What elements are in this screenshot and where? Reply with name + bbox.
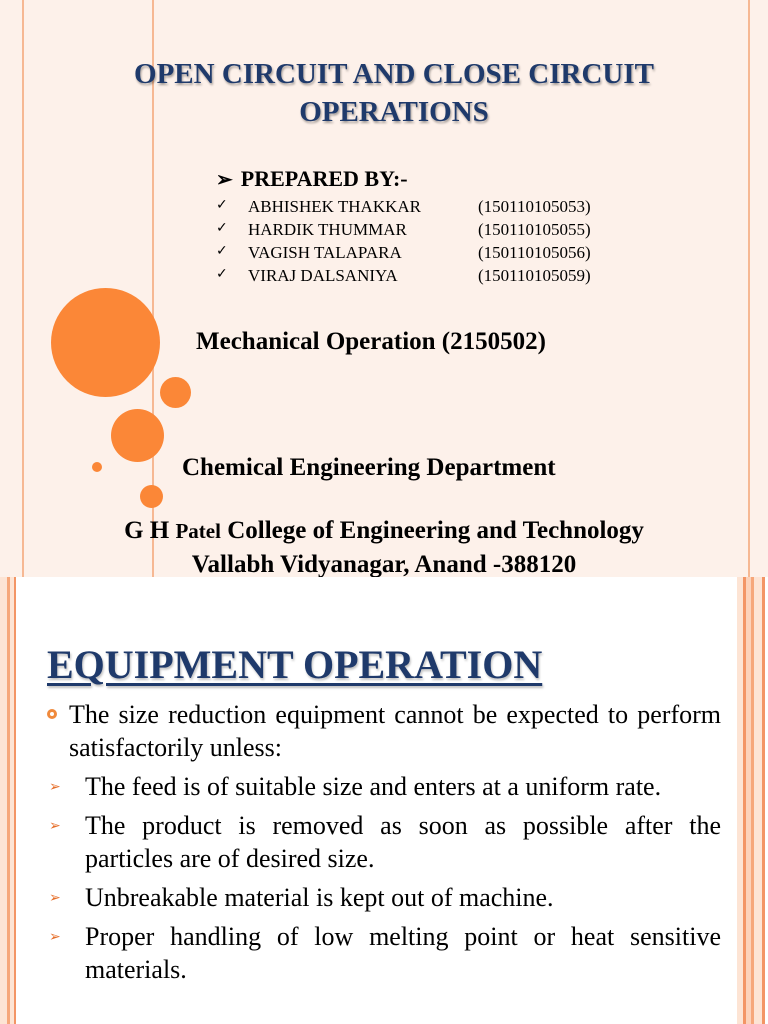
arrow-bullet-icon: ➢ bbox=[49, 890, 61, 906]
content-slide bbox=[0, 577, 768, 1024]
college-prefix-patel: Patel bbox=[175, 519, 221, 543]
member-name: ABHISHEK THAKKAR bbox=[248, 197, 421, 216]
decorative-stripe bbox=[754, 577, 762, 1024]
decorative-circle-small bbox=[160, 377, 191, 408]
college-prefix: G H bbox=[124, 517, 176, 544]
decorative-stripe bbox=[762, 577, 765, 1024]
decorative-stripe bbox=[14, 577, 16, 1024]
arrow-bullet-icon: ➢ bbox=[49, 818, 61, 834]
decorative-dot bbox=[92, 462, 102, 472]
member-id: (150110105055) bbox=[478, 220, 591, 239]
arrow-bullet-icon: ➢ bbox=[49, 929, 61, 945]
list-item bbox=[47, 920, 721, 986]
checkmark-icon: ✓ bbox=[216, 197, 228, 213]
college-name-rest: College of Engineering and Technology bbox=[220, 517, 644, 544]
checkmark-icon: ✓ bbox=[216, 220, 228, 236]
member-id: (150110105059) bbox=[478, 266, 591, 285]
slide-heading: EQUIPMENT OPERATION bbox=[47, 642, 543, 687]
department-name: Chemical Engineering Department bbox=[182, 454, 556, 481]
conditions-list bbox=[47, 770, 721, 986]
list-item bbox=[47, 881, 721, 914]
members-list bbox=[216, 197, 636, 289]
prepared-by-heading bbox=[216, 166, 408, 192]
list-item bbox=[216, 220, 636, 243]
bullet-text: Proper handling of low melting point or heat sensitive materials. bbox=[85, 922, 721, 984]
list-item bbox=[47, 770, 721, 803]
slide-body bbox=[47, 698, 721, 992]
list-item bbox=[47, 809, 721, 875]
list-item bbox=[216, 197, 636, 220]
intro-text: The size reduction equipment cannot be expected to perform satisfactorily unless: bbox=[69, 700, 721, 762]
checkmark-icon: ✓ bbox=[216, 243, 228, 259]
member-id: (150110105056) bbox=[478, 243, 591, 262]
bullet-text: The product is removed as soon as possible after the particles are of desired size. bbox=[85, 811, 721, 873]
decorative-circle-medium bbox=[111, 409, 164, 462]
list-item bbox=[216, 243, 636, 266]
college-name bbox=[60, 514, 708, 548]
checkmark-icon: ✓ bbox=[216, 266, 228, 282]
decorative-circle-large bbox=[51, 288, 160, 397]
course-name: Mechanical Operation (2150502) bbox=[196, 328, 546, 355]
arrow-bullet-icon: ➢ bbox=[49, 779, 61, 795]
arrow-bullet-icon: ➢ bbox=[216, 169, 233, 191]
decorative-line bbox=[748, 0, 750, 577]
list-item bbox=[216, 266, 636, 289]
intro-paragraph bbox=[47, 698, 721, 764]
slide-title: OPEN CIRCUIT AND CLOSE CIRCUIT OPERATIONS bbox=[134, 58, 654, 128]
bullet-text: The feed is of suitable size and enters at a uniform rate. bbox=[85, 772, 662, 801]
ring-bullet-icon bbox=[47, 709, 57, 719]
member-name: HARDIK THUMMAR bbox=[248, 220, 407, 239]
member-name: VIRAJ DALSANIYA bbox=[248, 266, 398, 285]
college-address: Vallabh Vidyanagar, Anand -388120 bbox=[191, 551, 577, 577]
prepared-by-label: PREPARED BY:- bbox=[240, 166, 408, 191]
bullet-text: Unbreakable material is kept out of machine. bbox=[85, 883, 554, 912]
member-id: (150110105053) bbox=[478, 197, 591, 216]
decorative-line bbox=[22, 0, 24, 577]
decorative-stripe bbox=[0, 577, 7, 1024]
member-name: VAGISH TALAPARA bbox=[248, 243, 402, 262]
college-block bbox=[60, 514, 708, 577]
decorative-circle-small bbox=[140, 485, 163, 508]
